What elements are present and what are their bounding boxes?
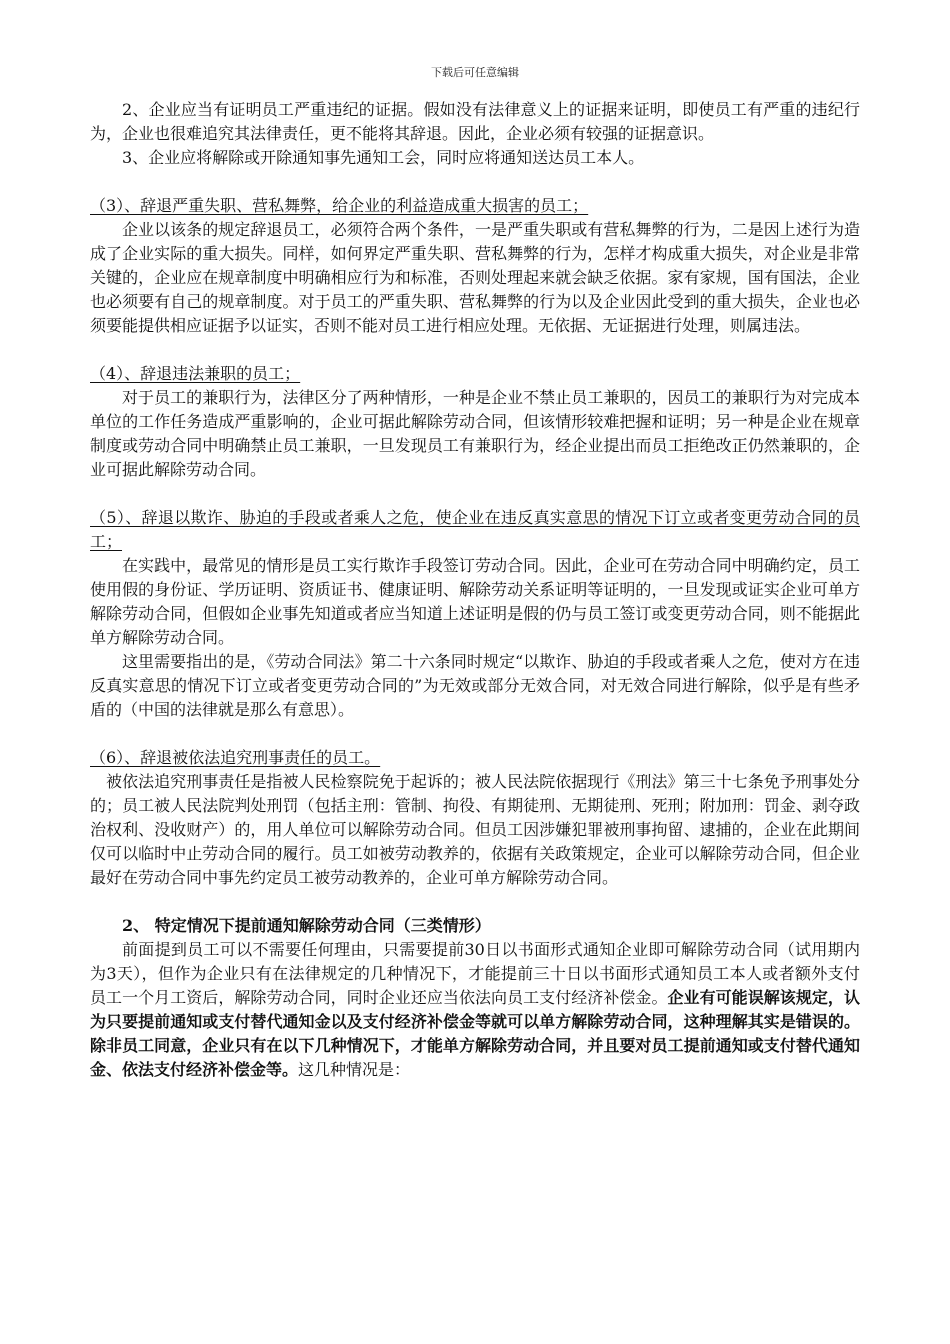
section-2-text: 前面提到员工可以不需要任何理由，只需要提前30日以书面形式通知企业即可解除劳动合同（试用期内为3天），但作为企业只有在法律规定的几种情况下，才能提前三十日以书面形式通知员工本人或者额外支付员工一个月工资后，解除劳动合同，同时企业还应当依法向员工支付经济补偿金。	[90, 940, 860, 1007]
paragraph-evidence: 2、企业应当有证明员工严重违纪的证据。假如没有法律意义上的证据来证明，即使员工有严重的违纪行为，企业也很难追究其法律责任，更不能将其辞退。因此，企业必须有较强的证据意识。	[90, 100, 860, 143]
heading-item-5: （5）、辞退以欺诈、胁迫的手段或者乘人之危，使企业在违反真实意思的情况下订立或者变更劳动合同的员工；	[90, 508, 860, 551]
page-header: 下载后可任意编辑	[431, 66, 519, 79]
section-2-bold-text: 企业有可能误解该规定，认为只要提前通知或支付替代通知金以及支付经济补偿金等就可以单方解除劳动合同，这种理解其实是错误的。除非员工同意，企业只有在以下几种情况下，才能单方解除劳动合同，并且要对员工提前通知或支付替代通知金、依法支付经济补偿金等。	[90, 988, 860, 1079]
heading-item-3: （3）、辞退严重失职、营私舞弊，给企业的利益造成重大损害的员工；	[90, 196, 589, 215]
paragraph-item-6: 被依法追究刑事责任是指被人民检察院免于起诉的；被人民法院依据现行《刑法》第三十七条免予刑事处分的；员工被人民法院判处刑罚（包括主刑：管制、拘役、有期徒刑、无期徒刑、死刑；附加刑：罚金、剥夺政治权利、没收财产）的，用人单位可以解除劳动合同。但员工因涉嫌犯罪被刑事拘留、逮捕的，企业在此期间仅可以临时中止劳动合同的履行。员工如被劳动教养的，依据有关政策规定，企业可以解除劳动合同，但企业最好在劳动合同中事先约定员工被劳动教养的，企业可单方解除劳动合同。	[90, 772, 860, 887]
heading-item-6: （6）、辞退被依法追究刑事责任的员工。	[90, 748, 381, 767]
paragraph-item-3: 企业以该条的规定辞退员工，必须符合两个条件，一是严重失职或有营私舞弊的行为，二是因上述行为造成了企业实际的重大损失。同样，如何界定严重失职、营私舞弊的行为，怎样才构成重大损失，对企业是非常关键的，企业应在规章制度中明确相应行为和标准，否则处理起来就会缺乏依据。家有家规，国有国法，企业也必须要有自己的规章制度。对于员工的严重失职、营私舞弊的行为以及企业因此受到的重大损失，企业也必须要能提供相应证据予以证实，否则不能对员工进行相应处理。无依据、无证据进行处理，则属违法。	[90, 220, 860, 335]
paragraph-item-5b: 这里需要指出的是，《劳动合同法》第二十六条同时规定“以欺诈、胁迫的手段或者乘人之危，使对方在违反真实意思的情况下订立或者变更劳动合同的”为无效或部分无效合同，对无效合同进行解除，似乎是有些矛盾的（中国的法律就是那么有意思）。	[90, 652, 860, 719]
paragraph-item-4: 对于员工的兼职行为，法律区分了两种情形，一种是企业不禁止员工兼职的，因员工的兼职行为对完成本单位的工作任务造成严重影响的，企业可据此解除劳动合同，但该情形较难把握和证明；另一种是企业在规章制度或劳动合同中明确禁止员工兼职，一旦发现员工有兼职行为，经企业提出而员工拒绝改正仍然兼职的，企业可据此解除劳动合同。	[90, 388, 860, 479]
heading-item-4: （4）、辞退违法兼职的员工；	[90, 364, 301, 383]
document-body	[90, 98, 860, 1082]
paragraph-item-5a: 在实践中，最常见的情形是员工实行欺诈手段签订劳动合同。因此，企业可在劳动合同中明确约定，员工使用假的身份证、学历证明、资质证书、健康证明、解除劳动关系证明等证明的，一旦发现或证实企业可单方解除劳动合同，但假如企业事先知道或者应当知道上述证明是假的仍与员工签订或变更劳动合同，则不能据此单方解除劳动合同。	[90, 556, 860, 647]
section-2-tail-text: 这几种情况是：	[298, 1060, 411, 1079]
section-2-title: 2、 特定情况下提前通知解除劳动合同（三类情形）	[122, 916, 491, 935]
paragraph-union-notice: 3、企业应将解除或开除通知事先通知工会，同时应将通知送达员工本人。	[122, 148, 645, 167]
paragraph-section-2	[90, 938, 860, 1082]
